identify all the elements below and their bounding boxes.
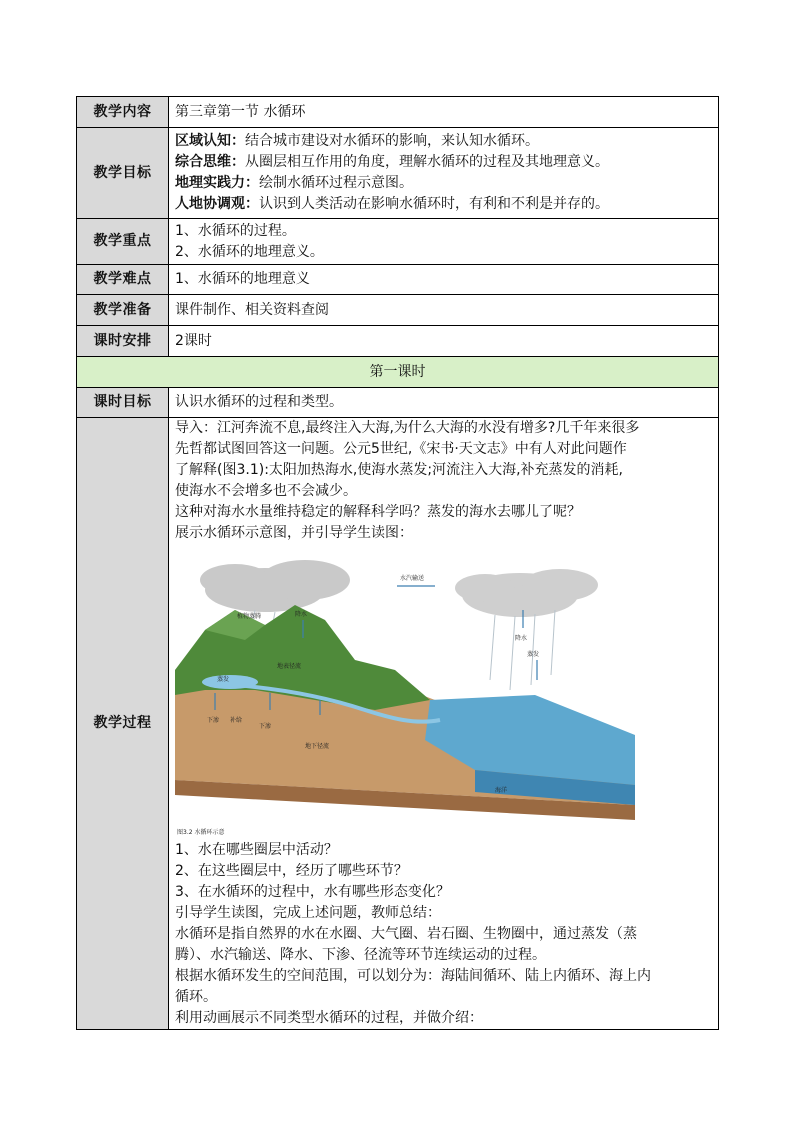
content-value: 第三章第一节 水循环 (169, 97, 719, 128)
intro-line: 导入：江河奔流不息,最终注入大海,为什么大海的水没有增多?几千年来很多 (175, 420, 640, 436)
label-surface: 地表径流 (277, 663, 302, 670)
figure-caption: 图3.2 水循环示意 (177, 829, 225, 836)
lesson-goal-value: 认识水循环的过程和类型。 (169, 388, 719, 418)
keypoints-value (169, 219, 719, 265)
process-line: 1、水在哪些圈层中活动？ (175, 842, 338, 858)
label-rain1: 降水 (295, 611, 308, 618)
cloud-icon (455, 569, 598, 617)
lesson-goal-label: 课时目标 (77, 388, 169, 418)
intro-line: 先哲都试图回答这一问题。公元5世纪,《宋书·天文志》中有人对此问题作 (175, 441, 627, 457)
goal-text: 从圈层相互作用的角度，理解水循环的过程及其地理意义。 (245, 154, 609, 170)
intro-line: 使海水不会增多也不会减少。 (175, 483, 357, 499)
label-evap-land: 蒸发 (217, 676, 230, 683)
goal-text: 绘制水循环过程示意图。 (259, 175, 413, 191)
goal-key: 地理实践力： (175, 175, 259, 191)
goal-key: 人地协调观： (175, 196, 259, 212)
goals-value (169, 128, 719, 219)
process-line: 循环。 (175, 989, 217, 1005)
keypoints-label: 教学重点 (77, 219, 169, 265)
prep-value: 课件制作、相关资料查阅 (169, 295, 719, 326)
keypoint-line: 2、水循环的地理意义。 (175, 243, 324, 260)
goal-line (175, 173, 712, 194)
schedule-value: 2课时 (169, 326, 719, 357)
content-label: 教学内容 (77, 97, 169, 128)
goal-line (175, 131, 712, 152)
label-infil3: 下渗 (259, 723, 272, 730)
goal-text: 结合城市建设对水循环的影响，来认知水循环。 (245, 133, 539, 149)
lesson-plan-table (76, 96, 719, 1030)
label-rain2: 降水 (515, 635, 528, 642)
process-line: 腾）、水汽输送、降水、下渗、径流等环节连续运动的过程。 (175, 947, 546, 963)
process-line: 引导学生读图，完成上述问题，教师总结： (175, 905, 441, 921)
goal-line (175, 152, 712, 173)
process-line: 利用动画展示不同类型水循环的过程，并做介绍： (175, 1010, 483, 1026)
intro-line: 这种对海水水量维持稳定的解释科学吗？蒸发的海水去哪儿了呢？ (175, 504, 581, 520)
difficulty-value: 1、水循环的地理意义 (169, 265, 719, 295)
label-ocean: 海洋 (495, 787, 508, 794)
label-evap-sea: 蒸发 (527, 651, 540, 658)
keypoint-line: 1、水循环的过程。 (175, 222, 296, 239)
label-plant: 植物蒸腾 (237, 613, 262, 620)
label-infil2: 补给 (230, 717, 243, 724)
goal-text: 认识到人类活动在影响水循环时，有利和不利是并存的。 (259, 196, 609, 212)
goals-label: 教学目标 (77, 128, 169, 219)
process-line: 2、在这些圈层中，经历了哪些环节？ (175, 863, 408, 879)
label-ground: 地下径流 (305, 743, 330, 750)
goal-key: 区域认知： (175, 133, 245, 149)
process-line: 3、在水循环的过程中，水有哪些形态变化？ (175, 884, 450, 900)
goal-line (175, 194, 712, 215)
goal-key: 综合思维： (175, 154, 245, 170)
label-vapor: 水汽输送 (400, 575, 425, 582)
process-line: 水循环是指自然界的水在水圈、大气圈、岩石圈、生物圈中，通过蒸发（蒸 (175, 926, 637, 942)
difficulty-label: 教学难点 (77, 265, 169, 295)
prep-label: 教学准备 (77, 295, 169, 326)
lesson-header: 第一课时 (77, 357, 719, 388)
intro-line: 展示水循环示意图，并引导学生读图： (175, 525, 413, 541)
process-value (169, 418, 719, 1030)
intro-line: 了解释(图3.1):太阳加热海水,使海水蒸发;河流注入大海,补充蒸发的消耗, (175, 462, 623, 478)
cloud-icon (200, 560, 350, 612)
label-infil1: 下渗 (207, 717, 220, 724)
process-label: 教学过程 (77, 418, 169, 1030)
water-cycle-diagram (175, 550, 645, 838)
process-line: 根据水循环发生的空间范围，可以划分为：海陆间循环、陆上内循环、海上内 (175, 968, 651, 984)
schedule-label: 课时安排 (77, 326, 169, 357)
